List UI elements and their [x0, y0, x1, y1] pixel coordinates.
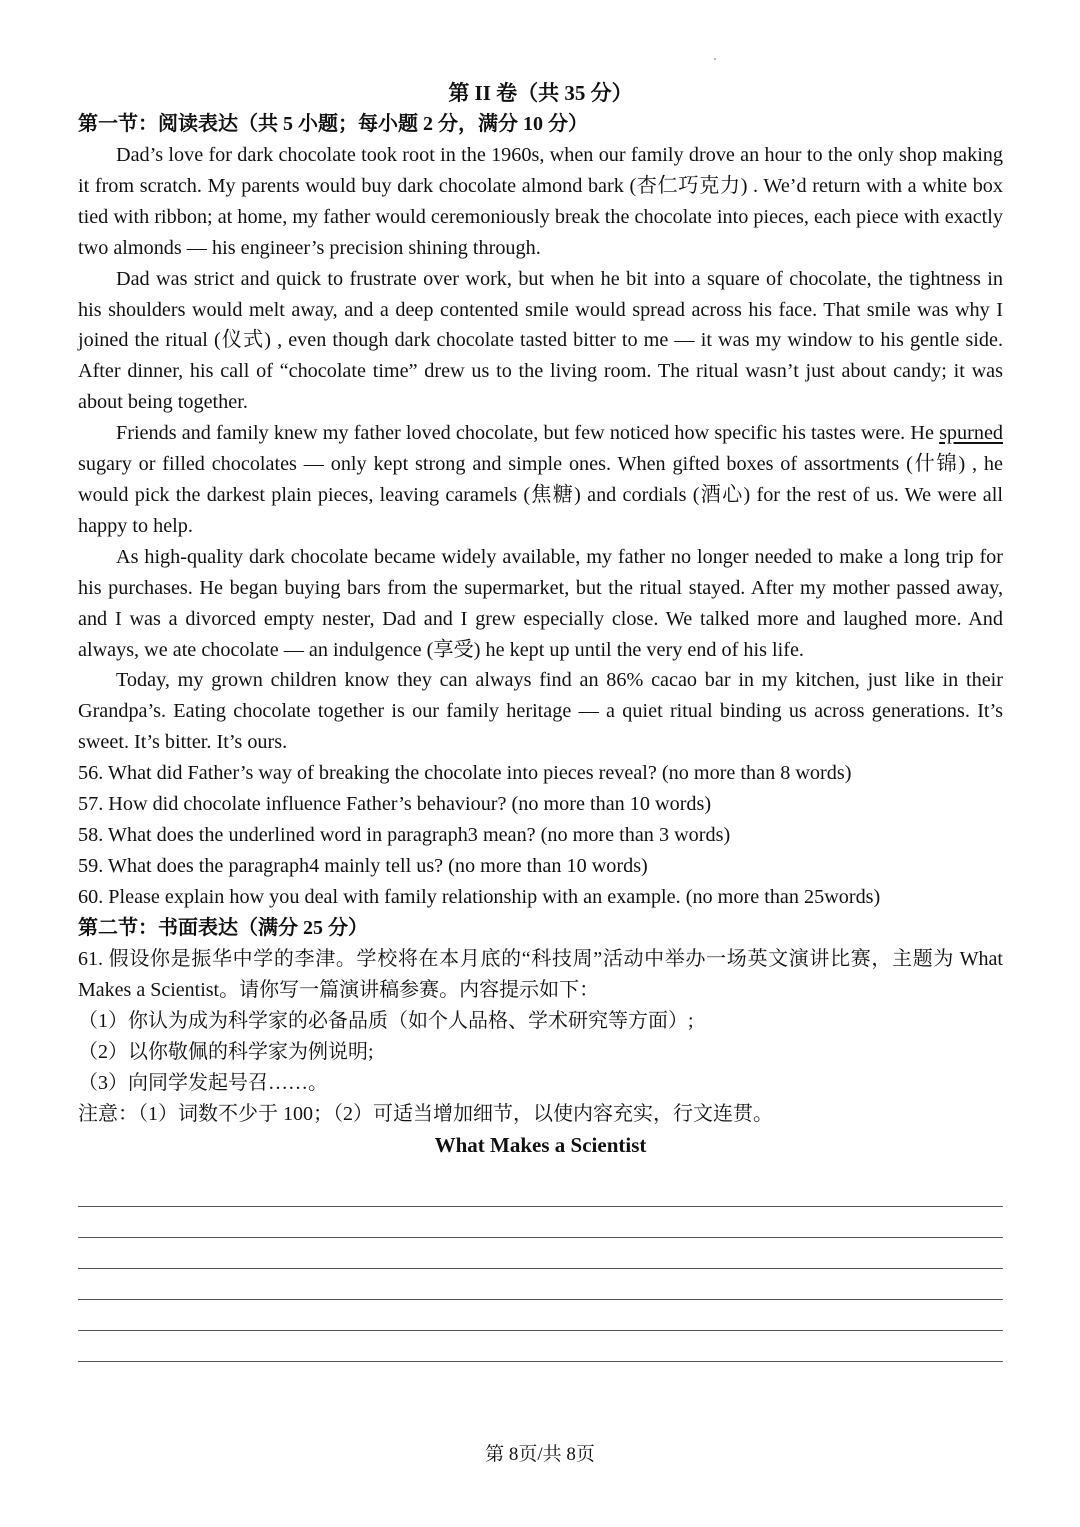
writing-point-1: （1）你认为成为科学家的必备品质（如个人品格、学术研究等方面）;: [78, 1009, 694, 1032]
paper-part-title: 第 II 卷（共 35 分）: [448, 81, 633, 105]
question-58: 58. What does the underlined word in paragraph3 mean? (no more than 3 words): [78, 823, 731, 846]
question-57: 57. How did chocolate influence Father’s behaviour? (no more than 10 words): [78, 793, 712, 816]
passage-paragraph-5: Today, my grown children know they can always find an 86% cacao bar in my kitchen, just like in their Grandpa’s. Eating chocolate together is our family heritage — a quiet ritual binding us across generations. It’s sweet. It’s bitter. It’s ours.: [78, 669, 1003, 754]
writing-point-2: （2）以你敬佩的科学家为例说明;: [78, 1040, 374, 1063]
answer-line: [78, 1176, 1003, 1207]
section-1-heading: 第一节：阅读表达（共 5 小题；每小题 2 分，满分 10 分）: [78, 113, 588, 135]
answer-lines: [78, 1176, 1003, 1362]
answer-line: [78, 1300, 1003, 1331]
p3-text-before: Friends and family knew my father loved chocolate, but few noticed how specific his tastes were. He: [116, 422, 940, 445]
underlined-word: spurned: [939, 422, 1003, 445]
answer-line: [78, 1269, 1003, 1300]
passage-paragraph-3: [78, 418, 1003, 542]
answer-line: [78, 1238, 1003, 1269]
p3-text-after: sugary or filled chocolates — only kept strong and simple ones. When gifted boxes of assortments (什锦) , he would pick the darkest plain pieces, leaving caramels (焦糖) and cordials (酒心) for the rest of us. We were all happy to help.: [78, 453, 1003, 537]
writing-note: 注意：（1）词数不少于 100；（2）可适当增加细节，以使内容充实，行文连贯。: [78, 1102, 773, 1125]
writing-task-prompt: 61. 假设你是振华中学的李津。学校将在本月底的“科技周”活动中举办一场英文演讲比赛，主题为 What Makes a Scientist。请你写一篇演讲稿参赛。内容提示如下：: [78, 947, 1003, 1001]
passage-paragraph-1: Dad’s love for dark chocolate took root in the 1960s, when our family drove an hour to the only shop making it from scratch. My parents would buy dark chocolate almond bark (杏仁巧克力) . We’d return with a white box tied with ribbon; at home, my father would ceremoniously break the chocolate into pieces, each piece with exactly two almonds — his engineer’s precision shining through.: [78, 144, 1003, 259]
question-59: 59. What does the paragraph4 mainly tell us? (no more than 10 words): [78, 854, 648, 877]
section-2-heading: 第二节：书面表达（满分 25 分）: [78, 916, 368, 939]
passage-paragraph-2: Dad was strict and quick to frustrate over work, but when he bit into a square of chocolate, the tightness in his shoulders would melt away, and a deep contented smile would spread across his face. That smile was why I joined the ritual (仪式) , even though dark chocolate tasted bitter to me — it was my window to his gentle side. After dinner, his call of “chocolate time” drew us to the living room. The ritual wasn’t just about candy; it was about being together.: [78, 267, 1003, 414]
page-content: [78, 78, 1003, 1362]
essay-title: What Makes a Scientist: [434, 1132, 647, 1157]
question-60: 60. Please explain how you deal with family relationship with an example. (no more than 25words): [78, 885, 881, 908]
question-56: 56. What did Father’s way of breaking the chocolate into pieces reveal? (no more than 8 words): [78, 762, 852, 785]
page-number: 第 8页/共 8页: [485, 1444, 595, 1465]
writing-point-3: （3）向同学发起号召……。: [78, 1071, 328, 1094]
answer-line: [78, 1207, 1003, 1238]
answer-line: [78, 1331, 1003, 1362]
passage-paragraph-4: As high-quality dark chocolate became widely available, my father no longer needed to make a long trip for his purchases. He began buying bars from the supermarket, but the ritual stayed. After my mother passed away, and I was a divorced empty nester, Dad and I grew especially close. We talked more and laughed more. And always, we ate chocolate — an indulgence (享受) he kept up until the very end of his life.: [78, 545, 1003, 661]
speck: [714, 58, 716, 60]
